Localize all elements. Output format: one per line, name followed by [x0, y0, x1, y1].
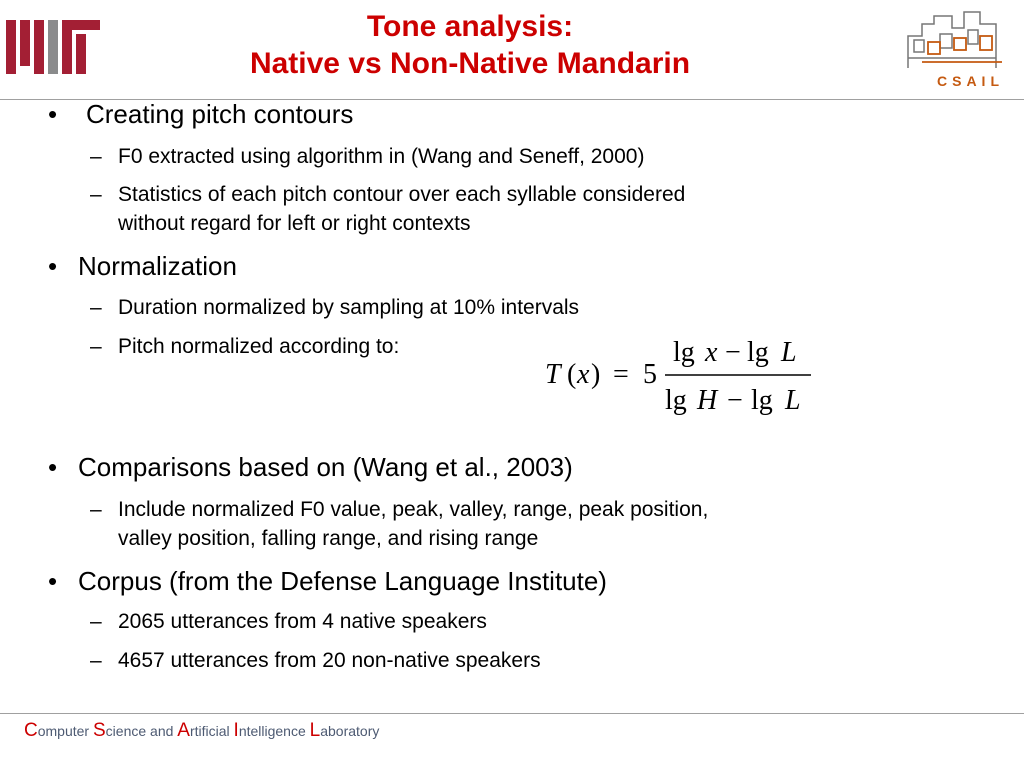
dash-glyph: –: [90, 649, 102, 672]
csail-wordmark: CSAIL: [937, 73, 1004, 89]
footer-cap-l: L: [309, 720, 321, 741]
bullet-glyph: •: [48, 251, 58, 281]
bullet-glyph: •: [48, 452, 58, 482]
bullet-normalization: Normalization: [78, 251, 237, 281]
sub-bullet-f0-extracted: F0 extracted using algorithm in (Wang and Seneff, 2000): [118, 145, 645, 168]
formula-paren-close: ): [591, 359, 601, 390]
mit-logo: [6, 20, 106, 76]
sub-bullet-statistics-line-1: Statistics of each pitch contour over each syllable considered: [118, 183, 686, 206]
sub-bullet-duration-normalized: Duration normalized by sampling at 10% intervals: [118, 296, 580, 319]
footer-cap-a: A: [177, 720, 190, 741]
formula-num-x: x: [705, 337, 718, 368]
dash-glyph: –: [90, 145, 102, 168]
formula-den-lg-2: lg: [751, 385, 773, 416]
formula-den-L: L: [785, 385, 801, 416]
footer-rest-i: ntelligence: [238, 723, 310, 739]
slide-title: [150, 8, 790, 82]
bullet-corpus: Corpus (from the Defense Language Institute): [78, 566, 607, 596]
footer-lab-name: [24, 720, 379, 742]
formula-paren-open: (: [567, 359, 577, 390]
formula-num-lg-1: lg: [673, 337, 695, 368]
formula-num-lg-2: lg: [747, 337, 769, 368]
dash-glyph: –: [90, 296, 102, 319]
footer-rest-s: cience and: [105, 723, 178, 739]
sub-bullet-native-utterances: 2065 utterances from 4 native speakers: [118, 610, 487, 633]
dash-glyph: –: [90, 498, 102, 521]
bullet-creating-pitch-contours: Creating pitch contours: [86, 99, 354, 129]
formula-T: T: [545, 359, 561, 390]
formula-graphic: [545, 335, 825, 421]
pitch-normalization-formula: [545, 335, 825, 429]
dash-glyph: –: [90, 335, 102, 358]
title-line-2: Native vs Non-Native Mandarin: [249, 47, 691, 80]
footer-rest-a: rtificial: [189, 723, 234, 739]
footer-cap-i: I: [233, 720, 239, 741]
title-line-1: Tone analysis:: [366, 10, 574, 43]
sub-bullet-include-line-2: valley position, falling range, and rising range: [118, 527, 539, 550]
formula-den-H: H: [697, 385, 718, 416]
sub-bullet-include-line-1: Include normalized F0 value, peak, valley, range, peak position,: [118, 498, 709, 521]
bullet-glyph: •: [48, 99, 58, 129]
formula-den-minus: −: [727, 385, 743, 416]
footer-rest-c: omputer: [37, 723, 93, 739]
bullet-glyph: •: [48, 566, 58, 596]
sub-bullet-statistics-line-2: without regard for left or right contexts: [118, 212, 471, 235]
footer-rest-l: aboratory: [320, 723, 380, 739]
bullet-comparisons: Comparisons based on (Wang et al., 2003): [78, 452, 573, 482]
formula-x: x: [577, 359, 590, 390]
formula-den-lg-1: lg: [665, 385, 687, 416]
sub-bullet-non-native-utterances: 4657 utterances from 20 non-native speakers: [118, 649, 541, 672]
formula-num-minus: −: [725, 337, 741, 368]
formula-equals: =: [613, 359, 629, 390]
formula-coefficient: 5: [643, 359, 657, 390]
dash-glyph: –: [90, 183, 102, 206]
footer-cap-c: C: [24, 720, 38, 741]
formula-num-L: L: [781, 337, 797, 368]
footer-cap-s: S: [92, 720, 106, 741]
csail-building-icon: [902, 6, 1014, 72]
dash-glyph: –: [90, 610, 102, 633]
footer-divider: [0, 713, 1024, 714]
sub-bullet-pitch-normalized: Pitch normalized according to:: [118, 335, 400, 358]
